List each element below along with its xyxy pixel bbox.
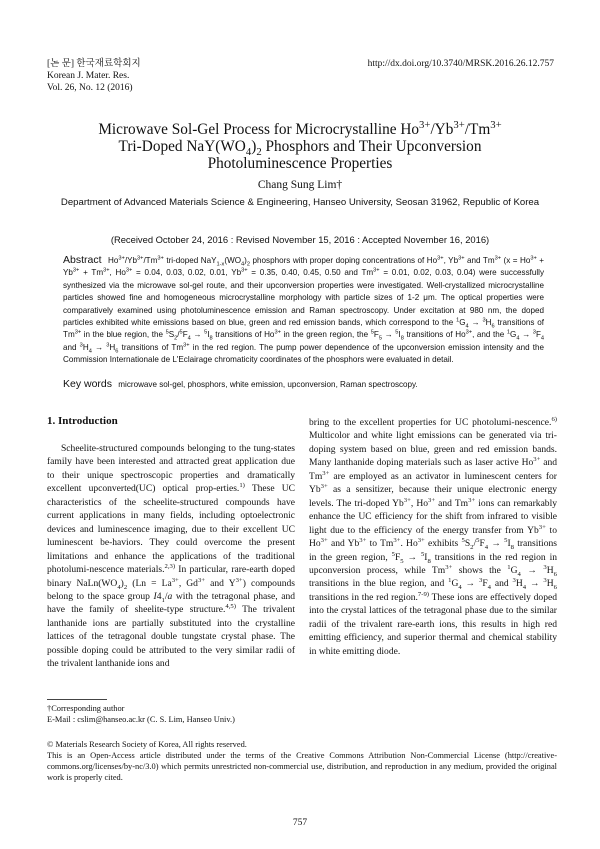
body-column-right — [309, 416, 557, 658]
author-email: E-Mail : cslim@hanseo.ac.kr (C. S. Lim, Hanseo Univ.) — [47, 715, 235, 724]
abstract — [63, 254, 544, 367]
author-name: Chang Sung Lim† — [257, 179, 343, 191]
title-line-3: Photoluminescence Properties — [207, 155, 393, 172]
journal-header — [47, 58, 141, 94]
abstract-text: $Ho^{3+}/Yb^{3+}/Tm^{3+}$ tri-doped $NaY_{1-x}(WO_4)_2$ phosphors with proper doping concentrations of $Ho^{3+}$, $Yb^{3+}$ and $Tm^{3+}$ ($x = Ho^{3+} + Yb^{3+} + Tm^{3+}$, $Ho^{3+} = 0.04$, 0.03, 0.02, 0.01, $Yb^{3+} = 0.35$, 0.40, 0.45, 0.50 and $Tm^{3+} = 0.01$, 0.02, 0.03, 0.04) were successfully synthesized via the microwave sol-gel route, and their upconversion properties were investigated. Well-crystallized microcrystalline particles showed fine and homogeneous microcrystalline morphology with particle sizes of 1-2 μm. The optical properties were comparatively examined using photoluminescence emission and Raman spectroscopy. Under excitation at 980 nm, the doped particles exhibited white emissions based on blue, green and red emission bands, which correspond to the $^1G_4 \to ^3H_6$ transitions of $Tm^{3+}$ in the blue region, the $^5S_2/^5F_4 \to ^5I_8$ transitions of $Ho^{3+}$ in the green region, the $^5F_5 \to ^5I_8$ transitions of $Ho^{3+}$, and the $^1G_4 \to ^3F_4$ and $^3H_4 \to ^3H_6$ transitions of $Tm^{3+}$ in the red region. The pump power dependence of the upconversion emission intensity and the Commission Internationale de L'Eclairage chromaticity coordinates of the phosphors were evaluated in detail. — [63, 255, 545, 365]
section-heading: 1. Introduction — [47, 415, 118, 427]
title-line-2: Tri-Doped $NaY(WO_4)_2$ Phosphors and Their Upconversion — [118, 138, 482, 159]
keywords-label: Key words — [63, 378, 113, 390]
journal-english: Korean J. Mater. Res. — [47, 71, 130, 81]
footnote-divider — [47, 699, 107, 700]
keywords-text: microwave sol-gel, phosphors, white emission, upconversion, Raman spectroscopy. — [118, 380, 418, 389]
paragraph: bring to the excellent properties for UC photolumi-nescence.$^{6)}$ Multicolor and white light emissions can be generated via tri-doping system based on blue, green and red emission bands. Many lanthanide doping materials such as laser active $Ho^{3+}$ and $Tm^{3+}$ are employed as an activator in luminescent centers for $Yb^{3+}$ as a sensitizer, because their unique electronic energy levels. The tri-doped $Yb^{3+}$, $Ho^{3+}$ and $Tm^{3+}$ ions can remarkably enhance the UC efficiency for the shift from infrared to visible light due to the efficiency of the energy transfer from $Yb^{3+}$ to $Ho^{3+}$ and $Yb^{3+}$ to $Tm^{3+}$. $Ho^{3+}$ exhibits $^5S_2/^5F_4 \to ^5I_8$ transitions in the green region, $^5F_5 \to ^5I_8$ transitions in the red region in upconversion process, while $Tm^{3+}$ shows the $^1G_4 \to ^3H_6$ transitions in the blue region, and $^1G_4 \to ^3F_4$ and $^3H_4 \to ^3H_6$ transitions in the red region.$^{7-9)}$ These ions are effectively doped into the crystal lattices of the tetragonal phase due to the similar radii of the trivalent rare-earth ions, this results in high red emitting efficiency, and superior thermal and chemical stability in white emitting diode. — [309, 415, 558, 657]
abstract-label: Abstract — [63, 254, 102, 266]
paper-title — [40, 118, 560, 172]
license-block — [47, 739, 557, 783]
body-column-left — [47, 442, 295, 671]
keywords — [63, 378, 544, 390]
journal-volume: Vol. 26, No. 12 (2016) — [47, 83, 133, 93]
copyright-line: © Materials Research Society of Korea, All rights reserved. — [47, 740, 247, 749]
journal-korean: [논 문] 한국재료학회지 — [47, 59, 141, 69]
paragraph: Scheelite-structured compounds belonging to the tung-states family have been interested and attracted great application due to their unique spectroscopic properties and dramatically excellent upconverted(UC) optical prop-erties.$^{1)}$ These UC characteristics of the scheelite-structured compounds have current applications in many fields, including optoelectronic devices and luminescence imaging, due to their excellent UC luminescent be-haviors. They could overcome the present limitations and enhance the applications of the traditional photolumi-nescence materials.$^{2,3)}$ In particular, rare-earth doped binary $NaLn(WO_4)_2$ ($Ln = La^{3+}$, $Gd^{3+}$ and $Y^{3+}$) compounds belong to the space group $I4_1/a$ with the tetragonal phase, and have the family of sheelite-type structure.$^{4,5)}$ The trivalent lanthanide ions are partially substituted into the crystalline lattices of the tetragonal double tungstate crystal phase. The possible doping could be attributed to the very similar radii of the trivalent lanthanide ions and — [47, 443, 295, 670]
license-text: This is an Open-Access article distributed under the terms of the Creative Commons Attribution Non-Commercial License (http://creative-commons.org/licenses/by-nc/3.0) which permits unrestricted non-commercial use, distribution, and reproduction in any medium, provided the original work is properly cited. — [47, 751, 557, 782]
title-line-1: Microwave Sol-Gel Process for Microcrystalline $Ho^{3+}/Yb^{3+}/Tm^{3+}$ — [98, 118, 502, 138]
doi-link[interactable]: http://dx.doi.org/10.3740/MRSK.2016.26.12.757 — [367, 59, 554, 69]
footnote — [47, 703, 235, 725]
affiliation: Department of Advanced Materials Science & Engineering, Hanseo University, Seosan 31962, Republic of Korea — [60, 197, 540, 208]
corresponding-author: †Corresponding author — [47, 704, 125, 713]
page-number: 757 — [292, 818, 308, 828]
received-dates: (Received October 24, 2016 : Revised November 15, 2016 : Accepted November 16, 2016) — [110, 234, 490, 245]
